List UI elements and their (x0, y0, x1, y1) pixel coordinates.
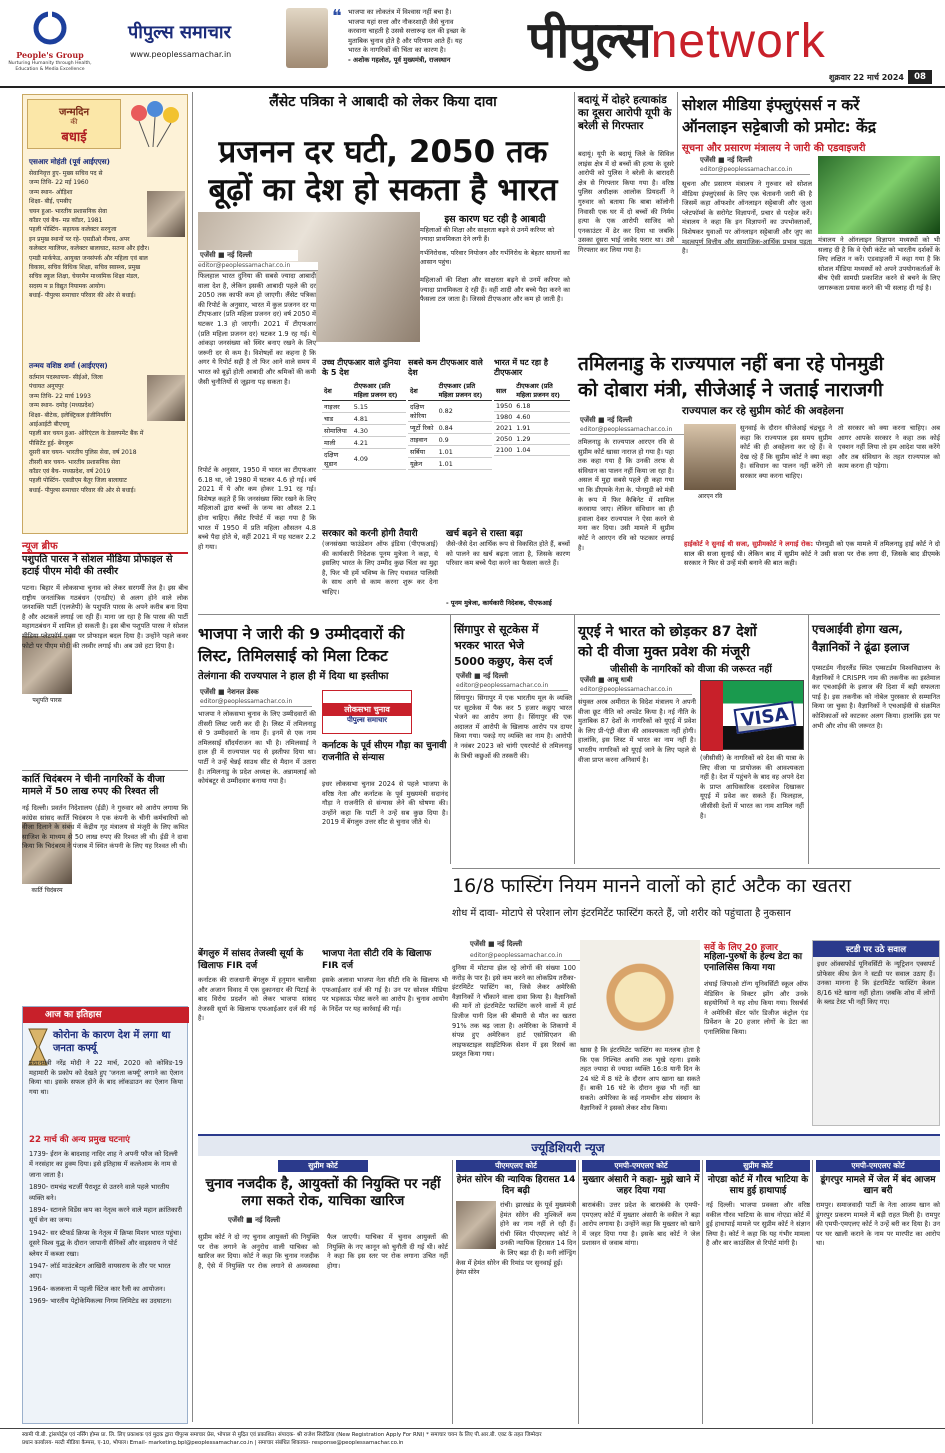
judiciary-headline: चुनाव नजदीक है, आयुक्तों की नियुक्ति पर नहीं लगा सकते रोक, याचिका खारिज (205, 1176, 441, 1209)
tn-hc-body: पोनमुडी को एक मामले में तमिलनाडु हाई कोर्ट ने दो साल की सजा सुनाई थी। लेकिन बाद में सुप्रीम कोर्ट ने उसी सजा पर रोक लगा दी, जिसके बाद डीएमके सरकार ने फिर से उन्हें मंत्री बनाने की बात कही। (684, 540, 940, 568)
quote-box (332, 6, 492, 82)
badaun-body-cont: मंत्रालय ने ऑनलाइन विज्ञापन मध्यस्थों को भी सलाह दी है कि वे ऐसी कंटेंट को भारतीय दर्शकों के लिए लक्षित न करें। एडवाइजरी में कहा गया है कि सोशल मीडिया मध्यस्थों को अपने उपयोगकर्ताओं के बीच ऐसी सामग्री प्रकाशित करने से बचने के लिए जागरूकता प्रयास करने की भी सलाह दी गई है। (818, 236, 940, 292)
person2-details (29, 373, 185, 495)
table3-head: साल (494, 380, 514, 401)
brief1-body: पटना। बिहार में लोकसभा चुनाव को लेकर सरगर्मी तेज है। इस बीच राष्ट्रीय जनतांत्रिक गठबंधन (एनडीए) से अलग होने वाले लोक जनशक्ति पार्टी (एलजेपी) के पशुपति पारस के अपने करीब बना दिया है और अटकलें लगाई जा रही हैं। माना जा रहा है कि पारस की पार्टी महागठबंधन में शामिल हो सकती है। इस बीच पशुपति पारस ने सोशल मीडिया प्लेटफॉर्म एक्स पर प्रोफाइल बदल दिया है। उन्होंने पहले कवर फोटो पर पीएम मोदी की तस्वीर लगाई थी। अब उसे हटा दिया है। (22, 584, 188, 650)
table-row (322, 401, 406, 413)
table3 (494, 358, 570, 518)
judiciary-headline: हेमंत सोरेन की न्यायिक हिरासत 14 दिन बढ़ी (456, 1175, 576, 1196)
gowda-body: इधर लोकसभा चुनाव 2024 से पहले भाजपा के वरिष्ठ नेता और कर्नाटक के पूर्व मुख्यमंत्री सदानंद गौड़ा ने राजनीति से संन्यास लेने की घोषणा की। उन्होंने कहा कि पार्टी ने उन्हें सब कुछ दिया है। 2019 में बेंगलुरु उत्तर सीट से चुनाव जीते थे। (322, 780, 448, 827)
table-cell: 6.18 (514, 401, 570, 412)
fasting-side-body: शंघाई जियाओ टॉन्ग यूनिवर्सिटी स्कूल ऑफ मेडिसिन के विक्टर झोंग और उनके सहयोगियों ने यह शोध किया गया। रिसर्चर्स ने अमेरिकी सेंटर फॉर डिजीज कंट्रोल एंड प्रिवेंशन के 20 हजार लोगों के डेटा का एनालिसिस किया। (704, 980, 808, 1036)
event-item: 1969- भारतीय पेट्रोकेमिकल्स निगम लिमिटेड का उदघाटन। (29, 1297, 172, 1306)
fasting-body-2: खास है कि इंटरमिटेंट फास्टिंग का मतलब होता है कि एक निश्चित अवधि तक भूखे रहना। इसके तहत ज्यादा से ज्यादा व्यक्ति 16:8 यानी दिन के 24 घंटे में 8 घंटे के दौरान आप खाना खा सकते हैं। बाकी 16 घंटे के दौरान कुछ भी नहीं खा सकते। अमेरिका के कई नामचीन शोध संस्थान के वैज्ञानिकों ने इसको लेकर शोध किया। (580, 1046, 700, 1112)
footer-line-2: प्रधान कार्यालय- मल्टी मीडिया कैम्पस, ए-10, भोपाल। Email- marketing.bpl@peoplessamachar.co.in | समाचार संबंधित शिकायत- response@peoplessamachar.co.in (22, 1440, 404, 1446)
person1-line: विकास, सचिव विधिक शिक्षा, सचिव स्वास्थ्य, प्रमुख (29, 264, 141, 272)
person2-line: जन्म तिथि- 22 मार्च 1993 (29, 392, 91, 400)
person1-line: सदस्य म प्र विद्युत नियामक आयोग। (29, 282, 106, 290)
birthday-title-c: बधाई (61, 130, 87, 145)
masthead (0, 0, 945, 88)
bjp-subhead: तेलंगाना की राज्यपाल ने हाल ही में दिया था इस्तीफा (198, 671, 389, 682)
person2-name: तन्मय वशिष्ठ शर्मा (आईएएस) (29, 361, 108, 370)
table-cell: यूक्रेन (408, 458, 437, 470)
table1-head: टीएफआर (प्रति महिला प्रजनन दर) (352, 380, 406, 401)
uae-byline: एजेंसी ■ आबू धाबी (580, 676, 633, 684)
person1-line: चयन हुआ- भारतीय प्रशासनिक सेवा (29, 207, 107, 215)
table-cell: दक्षिण सूडान (322, 449, 352, 470)
hemant-caption: हेमंत सोरेन (456, 1269, 480, 1277)
person1-line: बधाई- पीपुल्स समाचार परिवार की ओर से बधाई। (29, 292, 136, 300)
person1-line: इन प्रमुख स्थानों पर रहे- एसडीओ नीमच, अपर (29, 235, 130, 243)
table1-head: देश (322, 380, 352, 401)
birthday-title-b: की (70, 118, 78, 126)
group-tagline: Nurturing Humanity through Health, Education & Media Excellence (8, 61, 92, 72)
website: www.peoplessamachar.in (130, 50, 232, 59)
judiciary-band (198, 1134, 940, 1156)
quote-line: मुताबिक चुनाव होते है और परिणाम आते हैं। यह (348, 36, 463, 45)
singapore-byline: एजेंसी ■ नई दिल्ली (456, 672, 509, 680)
judiciary-col-3 (582, 1160, 700, 1424)
singapore-headline-3: 5000 कछुए, केस दर्ज (454, 655, 553, 668)
quote-line: भारत के नागरिकों की चिंता का कारण है। (348, 46, 446, 55)
tn-hc-headline: हाईकोर्ट ने सुनाई थी सजा, सुप्रीमकोर्ट ने लगाई रोक: (684, 540, 814, 548)
table-cell: चाड (322, 413, 352, 425)
singapore-email: editor@peoplessamachar.co.in (456, 682, 568, 691)
table-row (322, 449, 406, 470)
lead-caption-title: इस कारण घट रही है आबादी (444, 214, 546, 225)
tn-headline-1: तमिलनाडु के राज्यपाल नहीं बना रहे पोनमुडी (578, 353, 884, 375)
table-cell: 4.81 (352, 413, 406, 425)
person2-line: पीसिटेंट हुई- बेंगलुरू (29, 439, 74, 447)
table-row (408, 446, 492, 458)
table-cell: 2050 (496, 435, 513, 443)
influencer-headline-2: ऑनलाइन सट्टेबाजी को प्रमोट: केंद्र (682, 118, 877, 136)
judiciary-body: सुप्रीम कोर्ट ने दो नए चुनाव आयुक्तों की नियुक्ति पर रोक लगाने के अनुरोध वाली याचिका को खारिज कर दिया। कोर्ट ने कहा कि चुनाव नजदीक है, ऐसे में नियुक्ति पर रोक लगाने से अव्यवस्था फैल जाएगी। याचिका में चुनाव आयुक्तों की नियुक्ति के नए कानून को चुनौती दी गई थी। कोर्ट ने कहा कि इस स्तर पर रोक लगाना उचित नहीं होगा। (198, 1233, 448, 1270)
table-cell: 0.82 (437, 401, 492, 422)
brief1-headline: पशुपति पारस ने सोशल मीडिया प्रोफाइल से हटाई पीएम मोदी की तस्वीर (22, 554, 173, 577)
col-rule (677, 92, 678, 238)
person1-line: सेवानिवृत्त हुए- मुख्य सचिव पद से (29, 170, 103, 177)
table2-title: सबसे कम टीएफआर वाले देश (408, 358, 483, 377)
lead-col1: फिलहाल भारत दुनिया की सबसे ज्यादा आबादी वाला देश है, लेकिन इसकी आबादी पहले की दर 2050 तक काफी कम हो जाएगी। लैंसेट पत्रिका की रिपोर्ट के अनुसार, भारत में कुल प्रजनन दर या टीएफआर (प्रति महिला प्रजनन दर) वर्ष 2050 में घटकर 1.3 हो जाएगी। 2021 में टीएफआर (प्रति महिला प्रजनन दर) घटकर 1.9 रह गई। ये आंकड़ा जनसंख्या को स्थिर बनाए रखने के लिए जरूरी दर से कम है। विशेषज्ञों का कहना है कि अगर ये रिपोर्ट सही है तो फिर आने वाले समय में भारत को बूढ़ों होती आबादी और श्रमिकों की कमी जैसी चुनौतियों से जूझना पड़ सकता है। (198, 272, 316, 462)
person2-line: बधाई- पीपुल्स समाचार परिवार की ओर से बधाई। (29, 486, 136, 494)
col-rule (702, 1160, 703, 1424)
tn-body-3: तो सरकार को क्या करना चाहिए। अब आगर आपके सरकार ने कहा तक कोई एक्शन नहीं लिया तो हम आदेश पास करेंगे और तब संविधान के तहत राज्यपाल को काम करना ही पड़ेगा। (838, 424, 940, 471)
table-cell: 1.91 (514, 423, 570, 434)
table-cell: नाइजर (322, 401, 352, 413)
table-cell: दक्षिण कोरिया (408, 401, 437, 422)
event-item: 1947- लॉर्ड माउंटबेटन आखिरी वायसराय के तौर पर भारत आए। (29, 1262, 171, 1281)
table-cell: प्यूर्टो रिको (408, 422, 437, 434)
col-rule (812, 1160, 813, 1424)
hemant-soren-photo (456, 1201, 496, 1249)
table2-head: देश (408, 380, 437, 401)
lead-caption-points (420, 226, 570, 268)
fasting-byline: एजेंसी ■ नई दिल्ली (470, 940, 523, 948)
tn-email: editor@peoplessamachar.co.in (580, 426, 690, 435)
lead-bottom-right-body: जैसे-जैसे देश आर्थिक रूप से विकसित होते हैं, बच्चों को पालने का खर्च बढ़ता जाता है, जिसके कारण परिवार कम बच्चे पैदा करने का फैसला करते हैं। (446, 540, 570, 568)
judiciary-col-5 (816, 1160, 940, 1424)
caption-point: गर्भनिरोधक, परिवार नियोजन और गर्भनिरोध के बेहतर साधनों का आसान पहुंच। (420, 248, 570, 267)
table-cell: माली (322, 437, 352, 449)
judiciary-body: बाराबंकी। उत्तर प्रदेश के बाराबंकी के एमपी-एमएलए कोर्ट में मुख्तार अंसारी के वकील ने बड़ा आरोप लगाया है। उन्होंने कहा कि मुख्तार को खाने में जहर दिया गया है। इसके बाद कोर्ट ने जेल प्रशासन से जवाब मांगा। (582, 1201, 700, 1248)
person2-line: तीसरी बार चयन- भारतीय प्रशासनिक सेवा (29, 458, 121, 466)
birthday-title-a: जन्मदिन (58, 107, 90, 118)
table3-title: भारत में घट रहा है टीएफआर (494, 358, 549, 377)
bjp-byline: एजेंसी ■ नेशनल डेस्क (200, 688, 259, 696)
news-brief-label: न्यूज ब्रीफ (22, 538, 188, 554)
study-box (812, 940, 940, 1126)
fasting-email: editor@peoplessamachar.co.in (470, 952, 600, 961)
col-rule (808, 614, 809, 864)
network-title (528, 4, 940, 70)
table3-head: टीएफआर (प्रति महिला प्रजनन दर) (514, 380, 570, 401)
person1-line: सचिव स्कूल शिक्षा, चेयरमैन माध्यमिक शिक्षा मंडल, (29, 273, 140, 281)
table1-grid (322, 380, 406, 470)
col-rule (450, 614, 451, 864)
brief2-headline: कार्ति चिदंबरम ने चीनी नागरिकों के वीजा मामले में 50 लाख रुपए की रिश्वत ली (22, 774, 165, 797)
person1-details (29, 169, 185, 301)
table-row (322, 413, 406, 425)
study-title: स्टडी पर उठे सवाल (813, 941, 939, 957)
quote-icon: ❝ (332, 6, 342, 27)
influencer-subhead: सूचना और प्रसारण मंत्रालय ने जारी की एडवाइजरी (682, 143, 866, 154)
judiciary-byline: एजेंसी ■ नई दिल्ली (228, 1216, 281, 1224)
influencer-body: सूचना और प्रसारण मंत्रालय ने गुरुवार को सोशल मीडिया इंफ्लुएंसर्स के लिए एक चेतावनी जारी की है जिसमें कहा ऑफशोर ऑनलाइन सट्टेबाजी और जुआ प्लेटफॉर्म्स के सरोगेट विज्ञापनों, प्रचार से परहेज करें। मंत्रालय ने कहा कि इन विज्ञापनों का उपभोक्ताओं, विशेषकर युवाओं पर ऑनलाइन सट्टेबाजी और जुए का महत्वपूर्ण वित्तीय और सामाजिक-आर्थिक प्रभाव पड़ता है। (682, 180, 812, 256)
bjp-headline-1: भाजपा ने जारी की 9 उम्मीदवारों की (198, 625, 405, 643)
hiv-body: एम्सटर्डम नीदरलैंड स्थित एम्सटर्डम विश्वविद्यालय के वैज्ञानिकों ने CRISPR नाम की तकनीक का इस्तेमाल कर एचआईवी के इलाज की दिशा में बड़ी सफलता पाई है। इस तकनीक को नोबेल पुरस्कार से सम्मानित किया जा चुका है। वैज्ञानिकों ने एचआईवी से संक्रमित कोशिकाओं को काटकर अलग किया। हालांकि इस पर अभी और शोध की जरूरत है। (812, 664, 940, 730)
table-cell: 4.21 (352, 437, 406, 449)
judiciary-label: ज्यूडिशियरी न्यूज (531, 1141, 605, 1155)
table-cell: 4.30 (352, 425, 406, 437)
quote-line: भाजपा का लोकतंत्र में विश्वास नहीं बचा है। (348, 8, 452, 16)
betting-app-photo (818, 156, 940, 234)
influencer-email: editor@peoplessamachar.co.in (700, 166, 810, 175)
table-cell: 5.15 (352, 401, 406, 413)
table-row (408, 401, 492, 422)
judiciary-tag: सुप्रीम कोर्ट (706, 1160, 810, 1172)
ctravi-body: इसके अलावा भाजपा नेता सीटी रवि के खिलाफ भी एफआईआर दर्ज की गई है। उन पर सोशल मीडिया पर भड़काऊ पोस्ट करने का आरोप है। चुनाव आयोग के निर्देश पर यह कार्रवाई की गई। (322, 976, 448, 1013)
judiciary-body: नई दिल्ली। भाजपा प्रवक्ता और वरिष्ठ वकील गौरव भाटिया के साथ नोएडा कोर्ट में हुई हाथापाई मामले पर सुप्रीम कोर्ट ने संज्ञान लिया है। कोर्ट ने कहा कि यह गंभीर मामला है और बार काउंसिल से रिपोर्ट मांगी है। (706, 1201, 810, 1248)
judiciary-tag: सुप्रीम कोर्ट (278, 1160, 368, 1172)
table-cell: 2021 (496, 424, 513, 432)
person2-line: पहली बार चयन हुआ- ओरिएंटल के डेवलपमेंट बैंक में (29, 430, 144, 438)
judiciary-headline: नोएडा कोर्ट में गौरव भाटिया के साथ हुई हाथापाई (707, 1175, 809, 1196)
fasting-subhead: शोध में दावा- मोटापे से परेशान लोग इंटरमिटेंट फास्टिंग करते हैं, जो शरीर को पहुंचाता है नुकसान (452, 908, 791, 919)
person1-line: कलेक्टर ग्वालियर, कलेक्टर बालाघाट, सतना और इंदौर। (29, 245, 150, 253)
table2-grid (408, 380, 492, 470)
col-rule (574, 614, 575, 864)
person1-line: एमडी मार्कफेड, आयुक्त जनसंपर्क और महिला एवं बाल (29, 254, 148, 262)
gowda-headline: कर्नाटक के पूर्व सीएम गौड़ा का चुनावी राजनीति से संन्यास (322, 741, 447, 763)
person2-line: पहली पोस्टिंग- एसडीएम बैतूर जिला बालाघाट (29, 477, 127, 485)
paras-caption: पशुपति पारस (32, 697, 62, 704)
table-row (494, 445, 570, 456)
gehlot-photo (286, 8, 328, 68)
lead-bottom-left-body: (जनसंख्या फाउंडेशन ऑफ इंडिया (पीएफआई) की कार्यकारी निदेशक पूनम मुत्रेजा ने कहा, ये इसलिए भारत के लिए उम्मीद कुछ चिंता का मुद्दा है, फिर भी हमें भविष्य के लिए यथावत पालिसी के साथ आगे से काम करना शुरू कर देना चाहिए। (322, 540, 438, 596)
table-cell: 4.09 (352, 449, 406, 470)
judiciary-col-1 (198, 1160, 448, 1424)
table-row (408, 422, 492, 434)
table-row (408, 458, 492, 470)
col-rule (574, 92, 575, 238)
birthday-box (22, 94, 188, 534)
badaun-headline: बदायूं में दोहरे हत्याकांड का दूसरा आरोपी यूपी के बरेली से गिरफ्तार (578, 94, 672, 132)
table-cell: 1.04 (514, 445, 570, 456)
lead-bottom-right-headline: खर्च बढ़ने से रास्ता बढ़ा (446, 529, 523, 539)
table-cell: 0.84 (437, 422, 492, 434)
uae-email: editor@peoplessamachar.co.in (580, 686, 692, 695)
fasting-headline: 16/8 फास्टिंग नियम मानने वालों को हार्ट अटैक का खतरा (452, 875, 852, 897)
person2-line: दूसरी बार चयन- भारतीय पुलिस सेवा, वर्ष 2018 (29, 449, 137, 457)
table3-grid (494, 380, 570, 456)
lead-bottom-right-attrib: - पूनम मुत्रेजा, कार्यकारी निदेशक, पीएफआई (446, 599, 552, 607)
judiciary-tag: एमपी-एमएलए कोर्ट (816, 1160, 940, 1172)
table-cell: 4.60 (514, 412, 570, 423)
section-divider (452, 868, 940, 869)
event-item: 1894- स्टानले विडेंस कप का नेतृत्व करने वाले महान क्रांतिकारी सूर्य सेन का जन्म। (29, 1206, 183, 1225)
paper-name: पीपुल्स समाचार (128, 22, 231, 43)
page-number: 08 (908, 70, 932, 84)
table2-head: टीएफआर (प्रति महिला प्रजनन दर) (437, 380, 492, 401)
itihas-box (22, 1006, 188, 1424)
network-title-b: network (650, 15, 826, 68)
table-cell: 1.01 (437, 458, 492, 470)
peoples-group-logo (30, 8, 70, 48)
footer-line-1: स्वामी पी.बी. ट्रांसपोर्ट्स एवं नर्सिंग होम्स प्रा. लि. लिए प्रकाशक एवं मुद्रक द्वारा पीपुल्स समाचार प्रेस, भोपाल से मुद्रित एवं प्रकाशित। संपादक- श्री राजेश सिरोठिया (New Registration Apply For RNI) * समाचार चयन के लिए पी.आर.बी. एक्ट के तहत जिम्मेदार (22, 1432, 542, 1438)
person2-line: पंचायत अनूपपुर (29, 383, 64, 391)
network-title-a: पीपुल्स (528, 10, 651, 69)
hiv-headline-1: एचआईवी होगा खत्म, (812, 622, 903, 636)
event-item: 1942- सर स्टैफर्ड क्रिप्स के नेतृत्व में क्रिप्स मिशन भारत पहुंचा। दूसरे विश्व युद्ध के दौरान जापानी सैनिकों और वाइसराय ने पोर्ट ब्लेयर में कब्जा रखा। (29, 1228, 182, 1258)
uae-headline-2: को दी वीजा मुक्त प्रवेश की मंजूरी (578, 644, 750, 660)
section-divider (198, 614, 940, 615)
loksabha-logo-a: लोकसभा चुनाव (323, 703, 411, 716)
lead-kicker: लैंसेट पत्रिका ने आबादी को लेकर किया दावा (269, 94, 497, 110)
fasting-body: दुनिया में मोटापा झेल रहे लोगों की संख्या 100 करोड़ के पार है। इसे कम करने का लोकप्रिय तरीका- इंटरमिटेंट फास्टिंग का, जिसे लेकर अमेरिकी वैज्ञानिकों ने चौंकाने वाला दावा किया है। वैज्ञानिकों की मानें तो इंटरमिटेंट फास्टिंग करने वालों में हार्ट डिजीज यानी दिल की बीमारी से मौत का खतरा 91% तक बढ़ जाता है। अमेरिका के शिकागो में संपन्न हुए अमेरिकन हार्ट एसोसिएशन की लाइफस्टाइल साइंटिफिक सेशन में इस रिसर्च का प्रस्तुत किया गया। (452, 964, 576, 1059)
lead-email: editor@peoplessamachar.co.in (198, 262, 318, 271)
judiciary-body: रांची। झारखंड के पूर्व मुख्यमंत्री हेमंत सोरेन की मुश्किलें कम होने का नाम नहीं ले रही हैं। रांची स्थित पीएमएलए कोर्ट ने उनकी न्यायिक हिरासत 14 दिन के लिए बढ़ा दी है। मनी लॉन्ड्रिंग केस में हेमंत सोरेन की रिमांड पर सुनवाई हुई। (456, 1201, 576, 1267)
tejasvi-headline: बेंगलुरु में सांसद तेजस्वी सूर्या के खिलाफ FIR दर्ज (198, 949, 304, 971)
caption-point: महिलाओं की शिक्षा और साक्षरता बढ़ने से उनमें करियर को ज्यादा प्राथमिकता देने लगी हैं। (420, 226, 555, 244)
quote-author: - अशोक गहलोत, पूर्व मुख्यमंत्री, राजस्थान (348, 55, 451, 64)
table-row (494, 434, 570, 445)
lead-headline-2: बूढ़ों का देश हो सकता है भारत (208, 172, 558, 208)
table1 (322, 358, 406, 518)
table2 (408, 358, 492, 518)
balloons-icon (127, 99, 185, 149)
itihas-title: कोरोना के कारण देश में लगा था जनता कर्फ्यू (53, 1030, 171, 1054)
karti-caption: कार्ति चिदंबरम (31, 887, 63, 894)
balloons-decoration (127, 99, 185, 149)
person1-line: जन्म स्थान- ओड़िशा (29, 188, 73, 196)
influencer-byline: एजेंसी ■ नई दिल्ली (700, 156, 753, 164)
judiciary-col-2 (456, 1160, 576, 1424)
itihas-label: आज का इतिहास (23, 1007, 189, 1023)
events-list (29, 1149, 183, 1309)
tn-body-2: सुनवाई के दौरान सीजेआई चंद्रचूड़ ने कहा कि राज्यपाल इस समय सुप्रीम कोर्ट की ही अवहेलना कर रहे हैं। वे देख रहे हैं कि सुप्रीम कोर्ट ने क्या कहा है। संविधान का पालन नहीं करेंगे तो सरकार क्या करना चाहिए। (740, 424, 832, 480)
quote-line: भाजपा यहां सत्ता और नौकरशाही जैसे चुनाव (348, 17, 454, 26)
uae-body-2: (जीसीसी) के नागरिकों को देश की यात्रा के लिए वीजा या प्रायोजक की आवश्यकता नहीं है। देश में पहुंचने के बाद वह अपने देश के प्राप्त आधिकारिक दस्तावेज दिखाकर यूएई में प्रवेश कर सकते हैं। फिलहाल, जीसीसी देशों में भारत का नाम शामिल नहीं है। (700, 754, 804, 820)
table-row (494, 401, 570, 412)
rn-ravi-photo (684, 424, 736, 490)
ctravi-headline: भाजपा नेता सीटी रवि के खिलाफ FIR दर्ज (322, 949, 432, 971)
judiciary-col-4 (706, 1160, 810, 1424)
fasting-side-headline-2: महिला-पुरुषों के हेल्थ डेटा का एनालिसिस किया गया (704, 952, 803, 973)
event-item: 1739- ईरान के बादशाह नादिर शाह ने अपनी फौज को दिल्ली में नरसंहार का हुक्म दिया। इसे इतिहास में कत्लेआम के नाम से जाना जाता है। (29, 1150, 178, 1179)
person2-line: वर्तमान पदस्थापना- सीईओ, जिला (29, 374, 103, 381)
other-events-title: 22 मार्च की अन्य प्रमुख घटनाएं (29, 1135, 130, 1145)
logo-ring-icon (30, 8, 70, 48)
person1-line: पहली पोस्टिंग- सहायक कलेक्टर सरगुजा (29, 226, 117, 234)
judiciary-headline: डूंगरपुर मामले में जेल में बंद आजम खान बरी (820, 1175, 936, 1196)
table-cell: 0.9 (437, 434, 492, 446)
tn-body: तमिलनाडु के राज्यपाल आरएन रवि से सुप्रीम कोर्ट खासा नाराज हो गया है। पहा तक कहा गया है कि उनकी तरफ से संविधान का पालन नहीं किया जा रहा है। असल में मुद्दा सबसे पहले ही कहा गया था कि डीएमके नेता के. पोनमुडी को मंत्री के रूप में फिर कैबिनेट में शामिल करवाया जाए। लेकिन संविधान का ही हवाला देकर राज्यपाल ने ऐसा करने से मना कर दिया। उसी मामले में सुप्रीम कोर्ट ने आरएन रवि को फटकार लगाई है। (578, 438, 674, 552)
person2-line: आईआईटी बीएचयू (29, 421, 70, 429)
fasting-photo (580, 940, 700, 1044)
table-cell: सोमालिया (322, 425, 352, 437)
lead-headline-1: प्रजनन दर घटी, 2050 तक (218, 134, 548, 170)
brief-divider (22, 770, 188, 771)
table-cell: 1950 (496, 402, 513, 410)
fasting-side-headline-1: सर्वे के लिए 20 हजार (704, 943, 778, 953)
uae-headline-1: यूएई ने भारत को छोड़कर 87 देशों (578, 624, 757, 640)
col-rule (452, 1160, 453, 1424)
person2-line: शिक्षा- बीटेक, इलेक्ट्रिकल इंजीनियरिंग (29, 411, 112, 419)
bjp-email: editor@peoplessamachar.co.in (200, 698, 312, 707)
lead-col2: रिपोर्ट के अनुसार, 1950 में भारत का टीएफआर 6.18 था, जो 1980 में घटकर 4.6 हो गई। वर्ष 2021 में ये और कम होकर 1.91 रह गई। विशेषज्ञ कहते हैं कि जनसंख्या स्थिर रखने के लिए महिलाओं द्वारा बच्चों के जन्म का औसत 2.1 होना चाहिए। लैंसेट रिपोर्ट में कहा गया है कि भारत में 1950 में प्रति महिला औसतन 4.8 बच्चे पैदा होते थे, वहीं 2021 में यह घटकर 2.2 हो गया। (198, 466, 316, 551)
lead-bottom-left-headline: सरकार को करनी होगी तैयारी (322, 529, 418, 539)
judiciary-headline: मुख्तार अंसारी ने कहा- मुझे खाने में जहर दिया गया (582, 1175, 700, 1196)
table-row (494, 412, 570, 423)
badaun-body: बदायूं। यूपी के बदायूं जिले के सिविल लाइंस क्षेत्र में दो बच्चों की हत्या के दूसरे आरोपी को पुलिस ने बरेली के बारादरी क्षेत्र से गिरफ्तार किया गया है। वरिष्ठ पुलिस अधीक्षक आलोक प्रियदर्शी ने गुरुवार को बताया कि बाबा कॉलोनी निवासी एक घर में दो बच्चों की निर्मम हत्या के एक आरोपी साजिद को एनकाउंटर में ढेर कर दिया था जबकि उसका दूसरा भाई जावेद फरार था। उसे गिरफ्तार कर लिया गया है। (578, 150, 674, 254)
person2-line: कॉडर एवं बैच- मध्यप्रदेश, वर्ष 2019 (29, 468, 111, 476)
bjp-headline-2: लिस्ट, तिमिलसाई को मिला टिकट (198, 647, 388, 665)
tejasvi-body: कर्नाटक की राजधानी बेंगलुरु में हनुमान चालीसा और अजान विवाद में एक दुकानदार की पिटाई के बाद विरोध प्रदर्शन को लेकर भाजपा सांसद तेजस्वी सूर्या के खिलाफ एफआईआर दर्ज की गई है। (198, 976, 316, 1023)
itihas-body: प्रधानमंत्री नरेंद्र मोदी ने 22 मार्च, 2020 को कोविड-19 महामारी के प्रकोप को देखते हुए 'जनता कर्फ्यू' लगाने का ऐलान किया था। इसके सफल होने के बाद लॉकडाउन का ऐलान किया गया था। (29, 1059, 183, 1096)
table-row (322, 437, 406, 449)
bjp-body: भाजपा ने लोकसभा चुनाव के लिए उम्मीदवारों की तीसरी लिस्ट जारी कर दी है। लिस्ट में तमिलनाडु से 9 उम्मीदवारों के नाम हैं। इनमें से एक नाम तमिलसाई सौंदर्यराजन का भी है। तमिलसाई ने हाल ही में राज्यपाल पद से इस्तीफा दिया था। पार्टी ने उन्हें चेन्नई साउथ सीट से मैदान में उतारा है। तमिलनाडु के प्रदेश अध्यक्ष के. अन्नामलाई को कोयंबटूर से उम्मीदवार बनाया गया है। (198, 710, 316, 786)
birthday-banner (27, 99, 121, 149)
loksabha-logo-b: पीपुल्स समाचार (346, 716, 388, 724)
table-row (322, 425, 406, 437)
person1-line: शिक्षा- बीई, एमबीए (29, 198, 72, 206)
hiv-headline-2: वैज्ञानिकों ने ढूंढा इलाज (812, 640, 910, 654)
tn-byline: एजेंसी ■ नई दिल्ली (580, 416, 633, 424)
table-cell: 1.01 (437, 446, 492, 458)
table1-title: उच्च टीएफआर वाले दुनिया के 5 देश (322, 358, 401, 377)
uae-subhead: जीसीसी के नागरिकों को वीजा की जरूरत नहीं (610, 664, 772, 675)
loksabha-logo (322, 690, 412, 734)
left-column-rule (192, 92, 193, 1422)
study-body: इधर ऑक्सफोर्ड यूनिवर्सिटी के न्यूट्रिशन एक्सपर्ट प्रोफेसर कीथ फ्रेन ने स्टडी पर सवाल उठाए हैं। उनका मानना है कि इंटरमिटेंट फास्टिंग केवल 8/16 घंटे खाना नहीं होता। जबकि शोध में लोगों के ब्लड टेस्ट भी नहीं किए गए। (817, 960, 935, 1007)
col-rule (578, 1160, 579, 1424)
singapore-body: सिंगापुर। सिंगापुर में एक भारतीय मूल के व्यक्ति पर सूटकेस में पैक कर 5 हजार कछुए भारत भेजने का आरोप लगा है। सिंगापुर की एक अदालत में आरोपी के खिलाफ आरोप पत्र दायर किया गया। पकड़े गए व्यक्ति का नाम है। आरोपी ने नवंबर 2023 को चांगी एयरपोर्ट से तमिलनाडु के त्रिची कछुओं की तस्करी की। (454, 694, 572, 760)
table-row (408, 434, 492, 446)
person2-line: जन्म स्थान- दमोह (मध्यप्रदेश) (29, 402, 94, 410)
person1-line: जन्म तिथि- 22 मई 1960 (29, 179, 89, 187)
judiciary-body: रामपुर। समाजवादी पार्टी के नेता आजम खान को डूंगरपुर प्रकरण मामले में बड़ी राहत मिली है। रामपुर की एमपी-एमएलए कोर्ट ने उन्हें बरी कर दिया है। उन पर घर खाली कराने के नाम पर मारपीट का आरोप था। (816, 1201, 940, 1248)
event-item: 1964- कलकत्ता में पहली विंटेज कार रैली का आयोजन। (29, 1284, 166, 1293)
group-name: People's Group (16, 50, 84, 60)
table-cell: ताइवान (408, 434, 437, 446)
event-item: 1890- रामचंद्र चटर्जी पैराशूट से उतरने वाले पहले भारतीय व्यक्ति बने। (29, 1183, 170, 1202)
table-cell: 1980 (496, 413, 513, 421)
footer (0, 1428, 945, 1453)
singapore-headline-2: भरकर भारत भेजे (454, 639, 525, 652)
lead-byline: एजेंसी ■ नई दिल्ली (198, 250, 298, 261)
visa-image (700, 680, 804, 750)
brief2-body: नई दिल्ली। प्रवर्तन निदेशालय (ईडी) ने गुरुवार को आरोप लगाया कि कांग्रेस सांसद कार्ति चिदंबरम ने एक कंपनी के चीनी कर्मचारियों को वीजा दिलाने के संबंध में केंद्रीय गृह मंत्रालय से मंजूरी के लिए कथित साजिश के माध्यम से 50 लाख रुपए की रिश्वत ली थी। ईडी ने दावा किया कि चिदंबरम ने पंजाब में स्थित कंपनी के लिए यह रिश्वत ली थी। (22, 804, 188, 851)
uae-body: संयुक्त अरब अमीरात के विदेश मंत्रालय ने अपनी वीजा छूट नीति को अपडेट किया है। नई नीति के मुताबिक 87 देशों के नागरिकों को यूएई में प्रवेश के लिए प्री-एंट्री वीजा की आवश्यकता नहीं होगी। हालांकि, इस लिस्ट में भारत का नाम नहीं है। भारतीय नागरिकों को यूएई जाने के लिए पहले से वीजा प्राप्त करना अनिवार्य है। (578, 698, 696, 764)
table-cell: 2100 (496, 446, 513, 454)
person1-line: कॉडर एवं बैच- मप्र कॉडर, 1981 (29, 217, 103, 225)
issue-date: शुक्रवार 22 मार्च 2024 (828, 73, 904, 82)
table-cell: 1.29 (514, 434, 570, 445)
table-cell: सर्बिया (408, 446, 437, 458)
influencer-headline-1: सोशल मीडिया इंफ्लुएंसर्स न करें (682, 96, 860, 114)
tn-hc-box (684, 540, 940, 610)
quote-line: करवाना चाहती है उससे सत्तारूढ़ दल की इच्छा के (348, 27, 466, 36)
tn-headline-2: को दोबारा मंत्री, सीजेआई ने जताई नाराजगी (578, 379, 883, 401)
table-row (494, 423, 570, 434)
person1-name: एसआर मोहंती (पूर्व आईएएस) (29, 157, 110, 166)
singapore-headline-1: सिंगापुर से सूटकेस में (454, 623, 539, 636)
judiciary-tag: एमपी-एमएलए कोर्ट (582, 1160, 700, 1172)
lead-col3: महिलाओं की शिक्षा और साक्षरता बढ़ने से उनमें करियर को ज्यादा प्राथमिकता दे रही हैं। वहीं शादी और बच्चे पैदा करने का फैसला टल जाता है। जिससे टीएफआर और कम हो जाती है। (420, 276, 570, 304)
tn-subhead: राज्यपाल कर रहे सुप्रीम कोर्ट की अवहेलना (682, 405, 844, 417)
visa-stamp: VISA (734, 701, 796, 734)
rn-ravi-caption: आरएन रवि (697, 493, 723, 500)
judiciary-tag: पीएमएलए कोर्ट (456, 1160, 576, 1172)
